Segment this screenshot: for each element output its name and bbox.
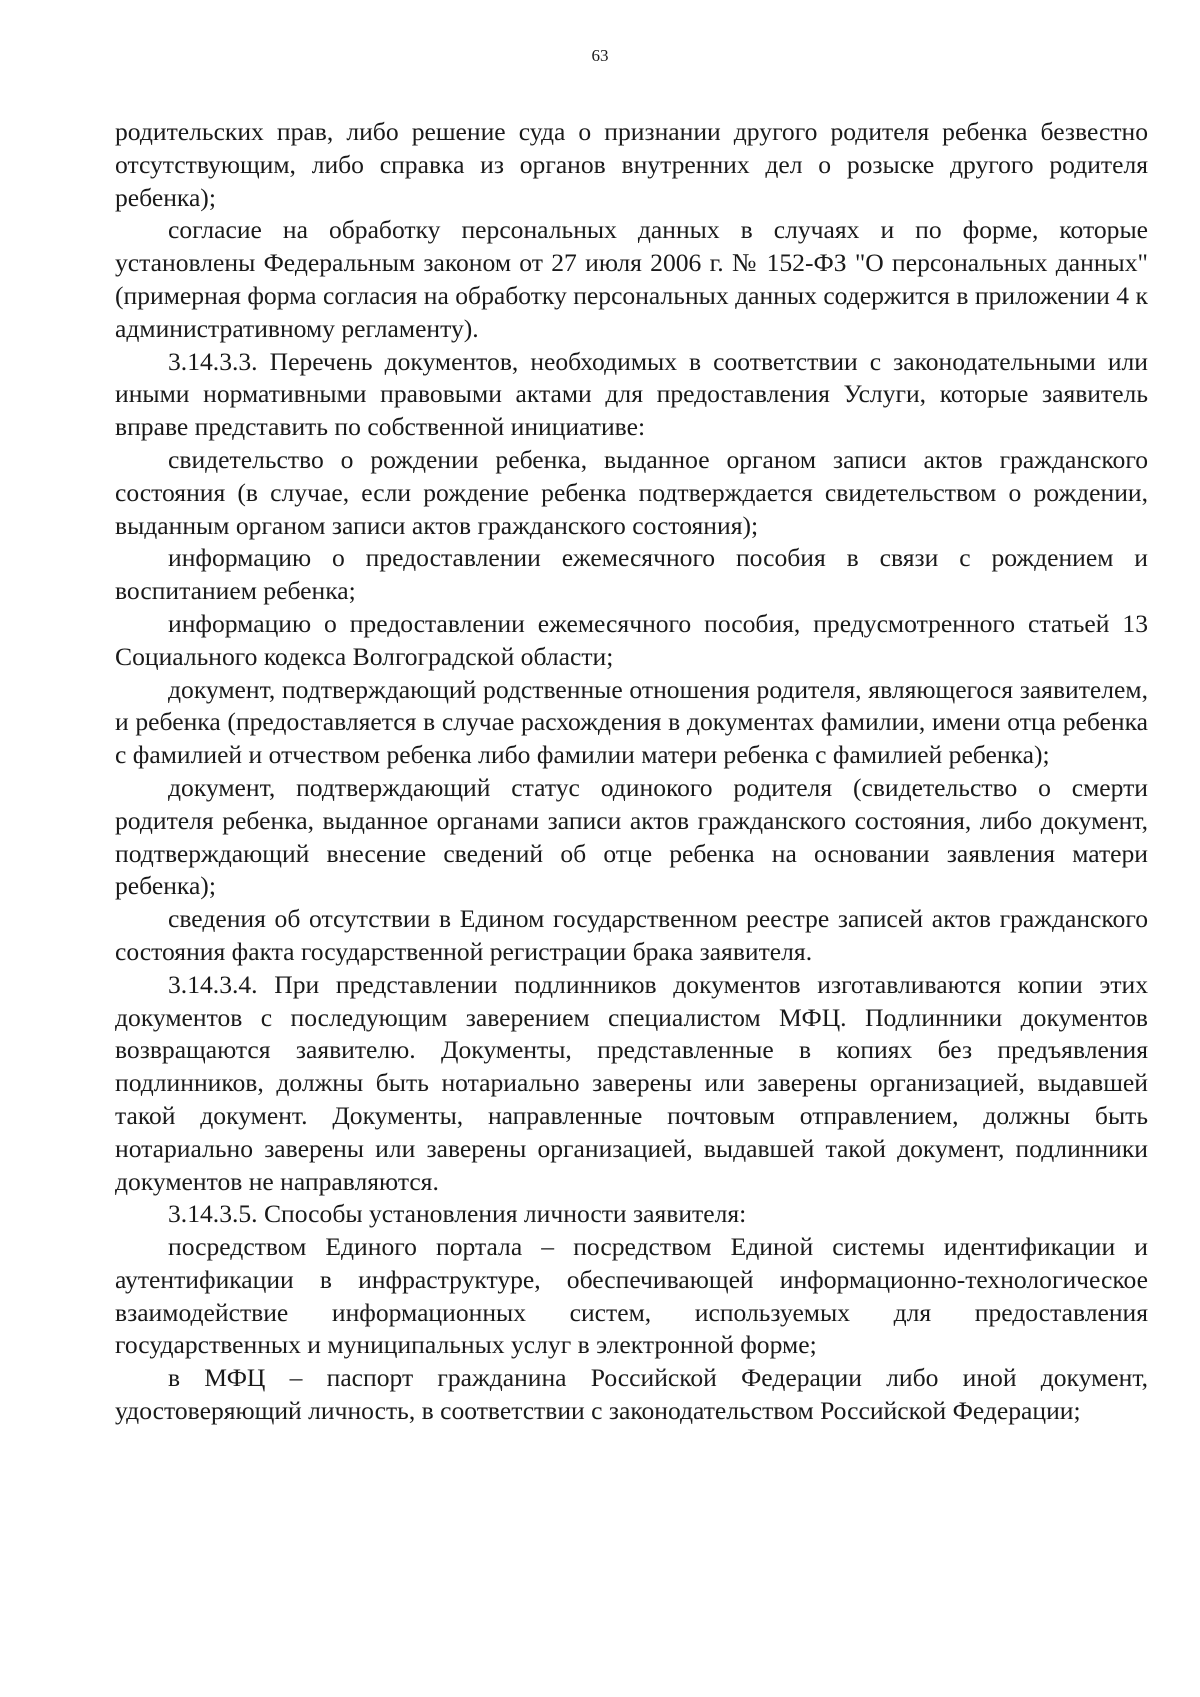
paragraph-monthly-allowance-info: информацию о предоставлении ежемесячного пособия в связи с рождением и воспитанием ребенка; [115,543,1148,606]
paragraph-birth-certificate: свидетельство о рождении ребенка, выданное органом записи актов гражданского состояния (в случае, если рождение ребенка подтверждается свидетельством о рождении, выданным органом записи актов гражданского состояния); [115,444,1148,540]
paragraph-article-13-allowance-info: информацию о предоставлении ежемесячного пособия, предусмотренного статьей 13 Социального кодекса Волгоградской области; [115,608,1148,671]
paragraph-section-3-14-3-5: 3.14.3.5. Способы установления личности заявителя: [168,1199,747,1229]
document-body [115,116,1148,1428]
paragraph-mfc-passport: в МФЦ – паспорт гражданина Российской Федерации либо иной документ, удостоверяющий личность, в соответствии с законодательством Российской Федерации; [115,1363,1148,1426]
paragraph-unified-portal-identification: посредством Единого портала – посредством Единой системы идентификации и аутентификации в инфраструктуре, обеспечивающей информационно-технологическое взаимодействие информационных систем, используемых для предоставления государственных и муниципальных услуг в электронной форме; [115,1232,1148,1360]
paragraph-single-parent-status: документ, подтверждающий статус одинокого родителя (свидетельство о смерти родителя ребенка, выданное органами записи актов гражданского состояния, либо документ, подтверждающий внесение сведений об отце ребенка на основании заявления матери ребенка); [115,772,1148,901]
paragraph-personal-data-consent: согласие на обработку персональных данных в случаях и по форме, которые установлены Федеральным законом от 27 июля 2006 г. № 152-ФЗ "О персональных данных" (примерная форма согласия на обработку персональных данных содержится в приложении 4 к административному регламенту). [115,215,1148,343]
paragraph-parental-rights-continuation: родительских прав, либо решение суда о признании другого родителя ребенка безвестно отсутствующим, либо справка из органов внутренних дел о розыске другого родителя ребенка); [115,117,1148,212]
paragraph-section-3-14-3-4: 3.14.3.4. При представлении подлинников документов изготавливаются копии этих документов с последующим заверением специалистом МФЦ. Подлинники документов возвращаются заявителю. Документы, представленные в копиях без предъявления подлинников, должны быть нотариально заверены или заверены организацией, выдавшей такой документ. Документы, направленные почтовым отправлением, должны быть нотариально заверены или заверены организацией, выдавшей такой документ, подлинники документов не направляются. [115,969,1148,1196]
page-number: 63 [591,46,609,65]
paragraph-section-3-14-3-3: 3.14.3.3. Перечень документов, необходимых в соответствии с законодательными или иными нормативными правовыми актами для предоставления Услуги, которые заявитель вправе представить по собственной инициативе: [115,346,1148,442]
paragraph-kinship-document: документ, подтверждающий родственные отношения родителя, являющегося заявителем, и ребенка (предоставляется в случае расхождения в документах фамилии, имени отца ребенка с фамилией и отчеством ребенка либо фамилии матери ребенка с фамилией ребенка); [115,674,1148,770]
paragraph-marriage-registry-info: сведения об отсутствии в Едином государственном реестре записей актов гражданского состояния факта государственной регистрации брака заявителя. [115,904,1148,966]
